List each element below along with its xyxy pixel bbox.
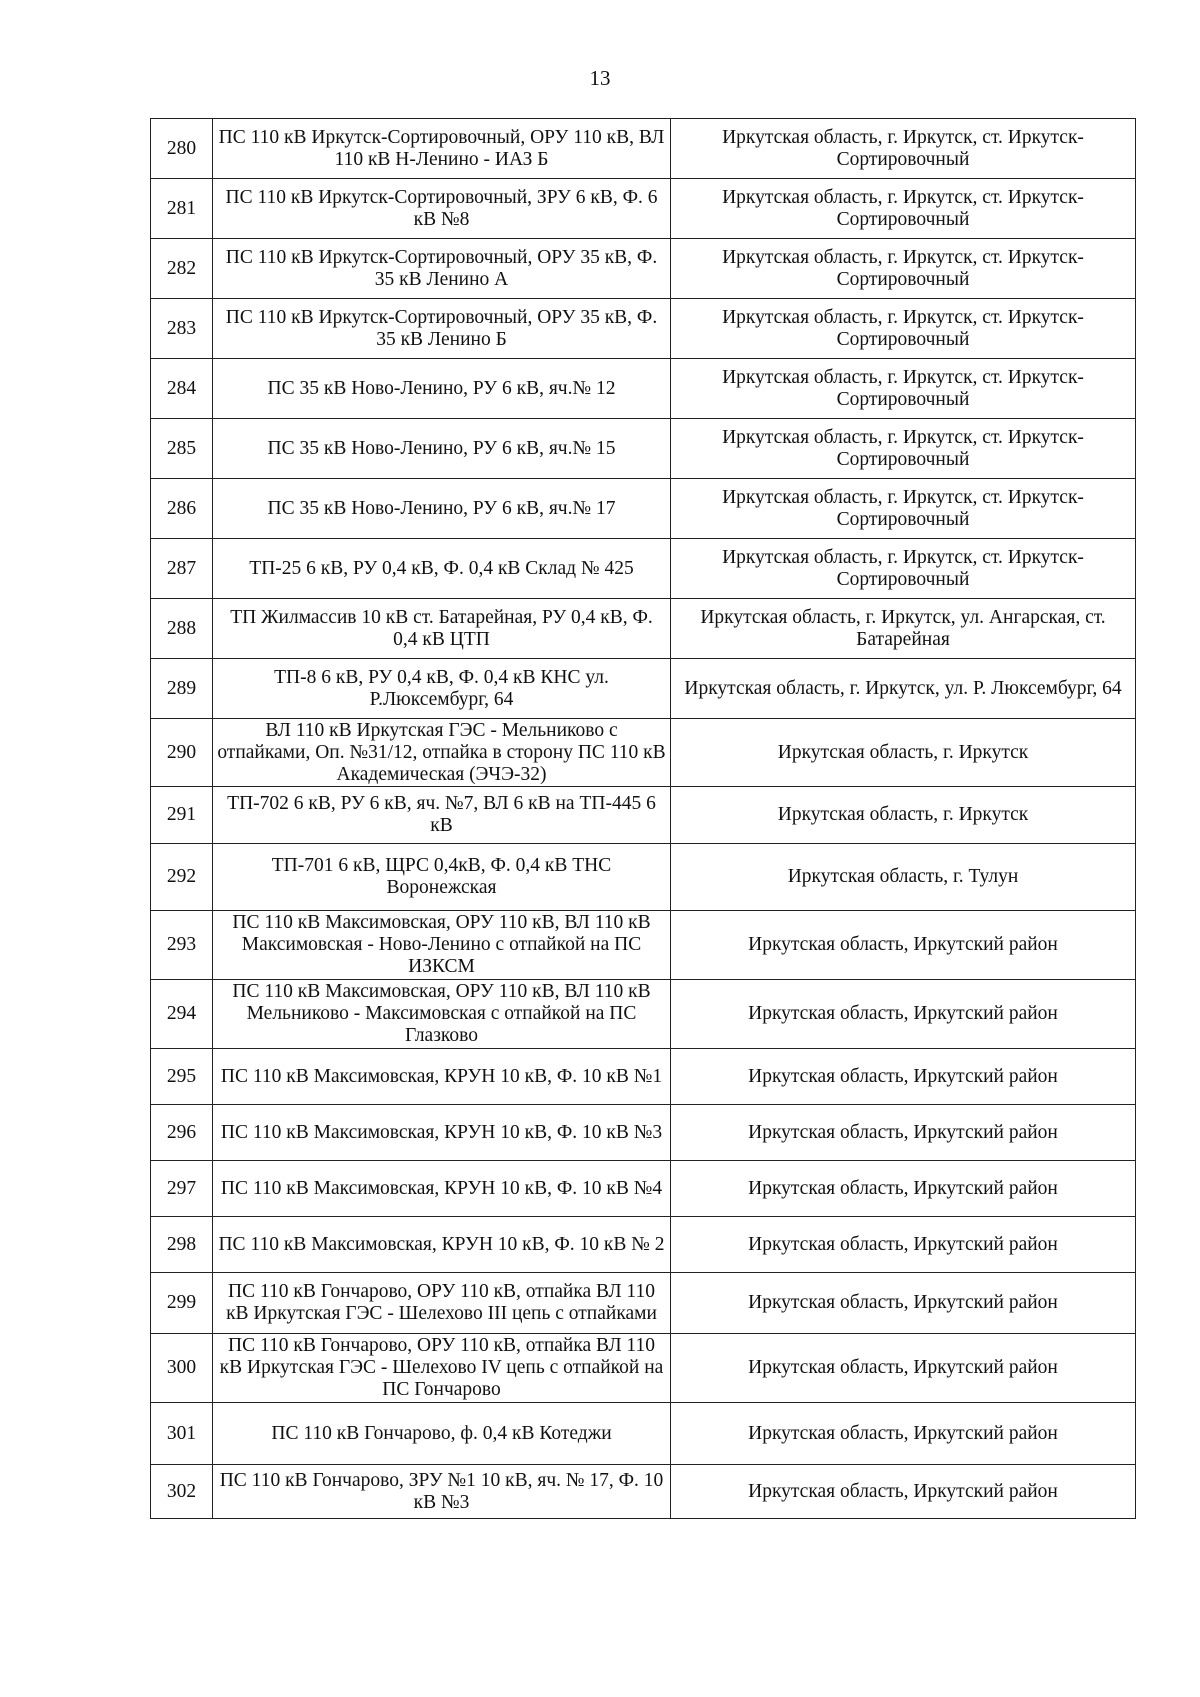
location-cell: Иркутская область, г. Иркутск, ул. Р. Люксембург, 64 (671, 659, 1136, 719)
table-row (151, 1273, 1136, 1334)
table-row (151, 1217, 1136, 1273)
location-cell: Иркутская область, г. Иркутск, ст. Иркутск-Сортировочный (671, 119, 1136, 179)
row-number: 300 (151, 1334, 213, 1403)
table-row (151, 911, 1136, 980)
location-cell: Иркутская область, Иркутский район (671, 1217, 1136, 1273)
object-cell: ПС 110 кВ Максимовская, КРУН 10 кВ, Ф. 10 кВ №4 (213, 1161, 671, 1217)
object-cell: ПС 110 кВ Максимовская, КРУН 10 кВ, Ф. 10 кВ №3 (213, 1105, 671, 1161)
row-number: 301 (151, 1403, 213, 1465)
location-cell: Иркутская область, Иркутский район (671, 1334, 1136, 1403)
row-number: 292 (151, 844, 213, 911)
table-row (151, 239, 1136, 299)
location-cell: Иркутская область, г. Иркутск, ст. Иркутск-Сортировочный (671, 239, 1136, 299)
location-cell: Иркутская область, Иркутский район (671, 1161, 1136, 1217)
object-cell: ТП Жилмассив 10 кВ ст. Батарейная, РУ 0,4 кВ, Ф. 0,4 кВ ЦТП (213, 599, 671, 659)
location-cell: Иркутская область, г. Иркутск, ст. Иркутск-Сортировочный (671, 359, 1136, 419)
location-cell: Иркутская область, г. Тулун (671, 844, 1136, 911)
object-cell: ПС 110 кВ Иркутск-Сортировочный, ЗРУ 6 кВ, Ф. 6 кВ №8 (213, 179, 671, 239)
row-number: 299 (151, 1273, 213, 1334)
object-cell: ТП-702 6 кВ, РУ 6 кВ, яч. №7, ВЛ 6 кВ на ТП-445 6 кВ (213, 787, 671, 844)
object-cell: ПС 35 кВ Ново-Ленино, РУ 6 кВ, яч.№ 17 (213, 479, 671, 539)
location-cell: Иркутская область, Иркутский район (671, 980, 1136, 1049)
object-cell: ПС 110 кВ Максимовская, ОРУ 110 кВ, ВЛ 110 кВ Мельниково - Максимовская с отпайкой на ПС Глазково (213, 980, 671, 1049)
table-row (151, 980, 1136, 1049)
table-row (151, 119, 1136, 179)
row-number: 288 (151, 599, 213, 659)
location-cell: Иркутская область, г. Иркутск, ул. Ангарская, ст. Батарейная (671, 599, 1136, 659)
location-cell: Иркутская область, г. Иркутск, ст. Иркутск-Сортировочный (671, 539, 1136, 599)
row-number: 294 (151, 980, 213, 1049)
location-cell: Иркутская область, Иркутский район (671, 1403, 1136, 1465)
table-row (151, 179, 1136, 239)
table-row (151, 659, 1136, 719)
row-number: 291 (151, 787, 213, 844)
row-number: 296 (151, 1105, 213, 1161)
row-number: 285 (151, 419, 213, 479)
table-row (151, 1334, 1136, 1403)
table-row (151, 419, 1136, 479)
table-row (151, 599, 1136, 659)
location-cell: Иркутская область, г. Иркутск, ст. Иркутск-Сортировочный (671, 479, 1136, 539)
object-cell: ПС 110 кВ Гончарово, ОРУ 110 кВ, отпайка ВЛ 110 кВ Иркутская ГЭС - Шелехово IV цепь с отпайкой на ПС Гончарово (213, 1334, 671, 1403)
location-cell: Иркутская область, г. Иркутск, ст. Иркутск-Сортировочный (671, 179, 1136, 239)
object-cell: ПС 35 кВ Ново-Ленино, РУ 6 кВ, яч.№ 15 (213, 419, 671, 479)
registry-table (150, 118, 1136, 1519)
row-number: 287 (151, 539, 213, 599)
row-number: 282 (151, 239, 213, 299)
location-cell: Иркутская область, Иркутский район (671, 911, 1136, 980)
object-cell: ПС 110 кВ Максимовская, КРУН 10 кВ, Ф. 10 кВ №1 (213, 1049, 671, 1105)
page-number: 13 (589, 66, 611, 90)
location-cell: Иркутская область, г. Иркутск, ст. Иркутск-Сортировочный (671, 419, 1136, 479)
table-row (151, 479, 1136, 539)
object-cell: ПС 35 кВ Ново-Ленино, РУ 6 кВ, яч.№ 12 (213, 359, 671, 419)
row-number: 284 (151, 359, 213, 419)
row-number: 290 (151, 719, 213, 787)
row-number: 302 (151, 1465, 213, 1519)
object-cell: ПС 110 кВ Иркутск-Сортировочный, ОРУ 110 кВ, ВЛ 110 кВ Н-Ленино - ИАЗ Б (213, 119, 671, 179)
table-row (151, 1161, 1136, 1217)
row-number: 286 (151, 479, 213, 539)
table-row (151, 1105, 1136, 1161)
table-row (151, 1403, 1136, 1465)
row-number: 281 (151, 179, 213, 239)
location-cell: Иркутская область, г. Иркутск (671, 787, 1136, 844)
row-number: 297 (151, 1161, 213, 1217)
table-row (151, 359, 1136, 419)
table-row (151, 1049, 1136, 1105)
object-cell: ВЛ 110 кВ Иркутская ГЭС - Мельниково с отпайками, Оп. №31/12, отпайка в сторону ПС 110 кВ Академическая (ЭЧЭ-32) (213, 719, 671, 787)
row-number: 295 (151, 1049, 213, 1105)
object-cell: ПС 110 кВ Гончарово, ф. 0,4 кВ Котеджи (213, 1403, 671, 1465)
location-cell: Иркутская область, Иркутский район (671, 1273, 1136, 1334)
row-number: 289 (151, 659, 213, 719)
row-number: 298 (151, 1217, 213, 1273)
object-cell: ПС 110 кВ Максимовская, ОРУ 110 кВ, ВЛ 110 кВ Максимовская - Ново-Ленино с отпайкой на ПС ИЗКСМ (213, 911, 671, 980)
table-row (151, 299, 1136, 359)
table-row (151, 719, 1136, 787)
object-cell: ПС 110 кВ Гончарово, ЗРУ №1 10 кВ, яч. № 17, Ф. 10 кВ №3 (213, 1465, 671, 1519)
table-row (151, 539, 1136, 599)
location-cell: Иркутская область, Иркутский район (671, 1465, 1136, 1519)
object-cell: ТП-25 6 кВ, РУ 0,4 кВ, Ф. 0,4 кВ Склад № 425 (213, 539, 671, 599)
object-cell: ПС 110 кВ Гончарово, ОРУ 110 кВ, отпайка ВЛ 110 кВ Иркутская ГЭС - Шелехово III цепь с отпайками (213, 1273, 671, 1334)
table-row (151, 787, 1136, 844)
object-cell: ПС 110 кВ Иркутск-Сортировочный, ОРУ 35 кВ, Ф. 35 кВ Ленино А (213, 239, 671, 299)
table-row (151, 844, 1136, 911)
object-cell: ТП-701 6 кВ, ЩРС 0,4кВ, Ф. 0,4 кВ ТНС Воронежская (213, 844, 671, 911)
location-cell: Иркутская область, Иркутский район (671, 1049, 1136, 1105)
row-number: 280 (151, 119, 213, 179)
location-cell: Иркутская область, Иркутский район (671, 1105, 1136, 1161)
location-cell: Иркутская область, г. Иркутск (671, 719, 1136, 787)
row-number: 293 (151, 911, 213, 980)
object-cell: ТП-8 6 кВ, РУ 0,4 кВ, Ф. 0,4 кВ КНС ул. Р.Люксембург, 64 (213, 659, 671, 719)
table-row (151, 1465, 1136, 1519)
row-number: 283 (151, 299, 213, 359)
object-cell: ПС 110 кВ Иркутск-Сортировочный, ОРУ 35 кВ, Ф. 35 кВ Ленино Б (213, 299, 671, 359)
object-cell: ПС 110 кВ Максимовская, КРУН 10 кВ, Ф. 10 кВ № 2 (213, 1217, 671, 1273)
location-cell: Иркутская область, г. Иркутск, ст. Иркутск-Сортировочный (671, 299, 1136, 359)
